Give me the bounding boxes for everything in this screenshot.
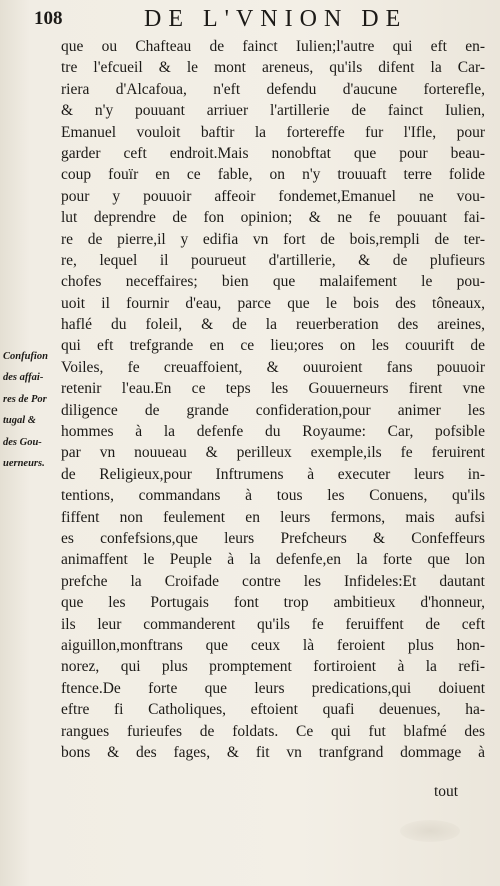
text-line: lut deprendre de fon opinion; & ne fe pouuant fai- bbox=[61, 209, 485, 227]
text-line: riera d'Alcafoua, n'eft defendu d'aucune forterefle, bbox=[61, 80, 485, 98]
margin-note-line: des affai- bbox=[3, 372, 44, 384]
text-line: bons & des fages, & fit vn tranfgrand dommage à bbox=[61, 743, 485, 761]
margin-note-line: res de Por bbox=[3, 393, 47, 405]
text-line: ils leur commanderent qu'ils fe feruiffent de ceft bbox=[61, 615, 485, 633]
text-line: tentions, commandans à tous les Conuens, qu'ils bbox=[61, 487, 485, 505]
text-line: animaffent le Peuple à la defenfe,en la forte que lon bbox=[61, 551, 485, 569]
text-line: hommes à la defenfe du Royaume: Car, pofsible bbox=[61, 423, 485, 441]
text-line: de Religieux,pour Inftrumens à executer leurs in- bbox=[61, 465, 485, 483]
text-line: eftre fi Catholiques, eftoient quafi deuenues, ha- bbox=[61, 701, 485, 719]
text-line: norez, qui plus promptement fortiroient à la refi- bbox=[61, 658, 485, 676]
paper-stain bbox=[400, 820, 460, 842]
text-line: & n'y pouuant arriuer l'artillerie de fainct Iulien, bbox=[61, 102, 485, 120]
text-line: que ou Chafteau de fainct Iulien;l'autre qui eft en- bbox=[61, 38, 485, 55]
margin-note-line: Confufion bbox=[3, 351, 48, 362]
body-text bbox=[61, 36, 485, 763]
text-line: chofes neceffaires; bien que malaifement le pou- bbox=[61, 273, 485, 291]
margin-note-line: des Gou- bbox=[3, 436, 42, 448]
text-line: que les Portugais font trop ambitieux d'honneur, bbox=[61, 594, 485, 612]
page-number: 108 bbox=[34, 8, 63, 29]
text-line: haflé du foleil, & de la reuerberation des areines, bbox=[61, 316, 485, 334]
text-line: retenir l'eau.En ce teps les Gouuerneurs firent vne bbox=[61, 380, 485, 398]
text-line: par vn nouueau & perilleux exemple,ils fe feruirent bbox=[61, 444, 485, 462]
text-line: prefche la Croifade contre les Infideles:Et dautant bbox=[61, 572, 485, 590]
text-line: diligence de grande confideration,pour animer les bbox=[61, 401, 485, 419]
margin-note-line: tugal & bbox=[3, 415, 36, 427]
margin-note bbox=[3, 346, 61, 474]
text-line: tre l'efcueil & le mont areneus, qu'ils difent la Car- bbox=[61, 59, 485, 77]
text-line: garder ceft endroit.Mais nonobftat que pour beau- bbox=[61, 144, 485, 162]
text-line: fiffent non feulement en leurs fermons, mais aufsi bbox=[61, 508, 485, 526]
text-line: coup fouïr en ce fable, on n'y trouuaft terre folide bbox=[61, 166, 485, 184]
text-line: re de pierre,il y edifia vn fort de bois,rempli de ter- bbox=[61, 230, 485, 248]
text-line: uoit il fournir d'eau, parce que le bois des tôneaux, bbox=[61, 294, 485, 312]
text-line: ftence.De forte que leurs predications,qui doiuent bbox=[61, 679, 485, 697]
text-line: es confefsions,que leurs Prefcheurs & Confeffeurs bbox=[61, 529, 485, 547]
running-head: DE L'VNION DE bbox=[144, 6, 408, 32]
catchword: tout bbox=[434, 783, 459, 800]
text-line: aiguillon,monftrans que ceux là feroient plus hon- bbox=[61, 636, 485, 654]
text-line: Emanuel vouloit baftir la fortereffe fur l'Ifle, pour bbox=[61, 123, 485, 141]
text-line: Voiles, fe creuaffoient, & ouuroient fans pouuoir bbox=[61, 358, 485, 376]
text-line: rangues furieufes de foldats. Ce qui fut blafmé des bbox=[61, 722, 485, 740]
text-line: pour y pouuoir affeoir fondemet,Emanuel ne vou- bbox=[61, 187, 485, 205]
page-header bbox=[34, 6, 474, 36]
text-line: qui eft trefgrande en ce lieu;ores on les couurift de bbox=[61, 337, 485, 355]
text-line: re, lequel il pourueut d'artillerie, & de plufieurs bbox=[61, 251, 485, 269]
margin-note-line: uerneurs. bbox=[3, 458, 45, 470]
